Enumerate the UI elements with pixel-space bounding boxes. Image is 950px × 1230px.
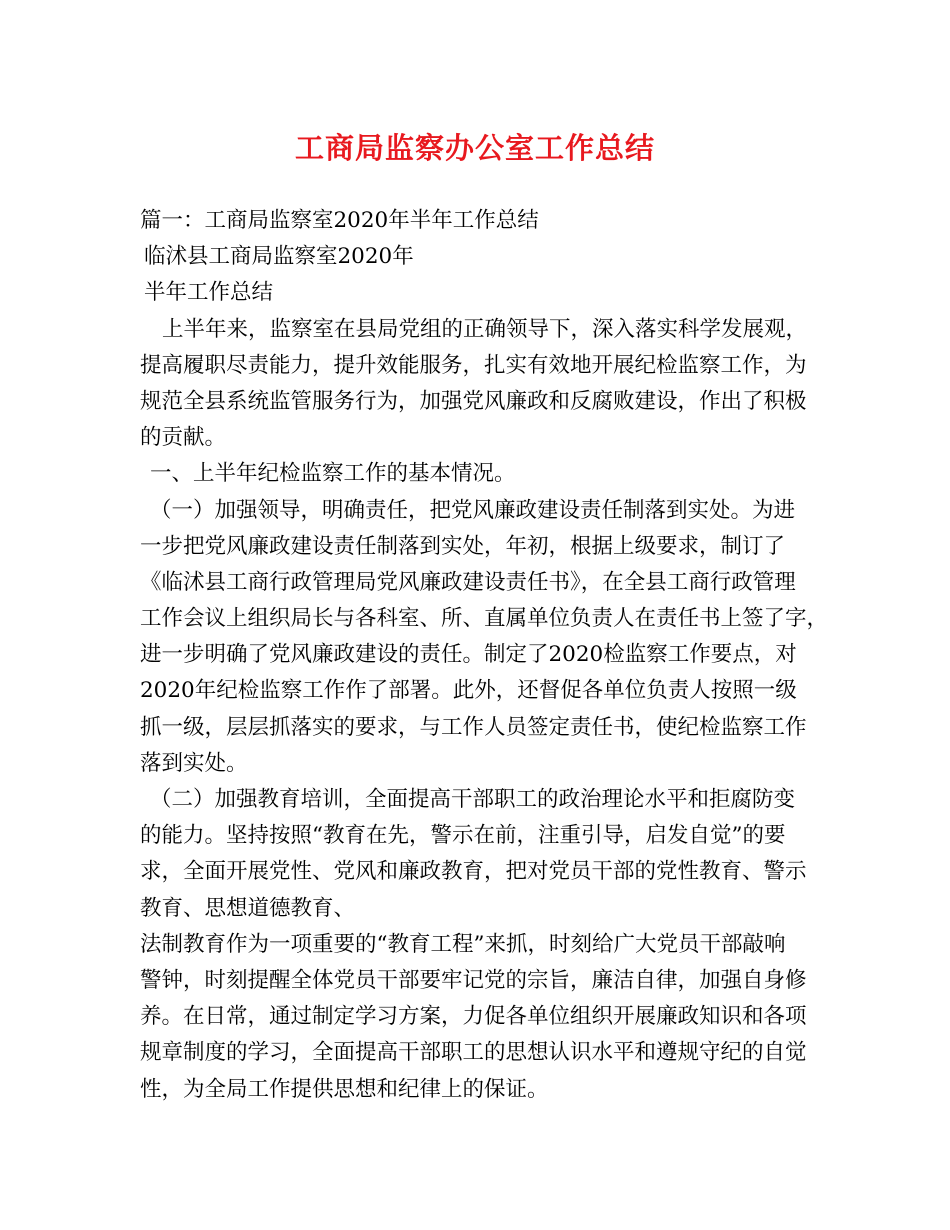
org-name-line: 临沭县工商局监察室2020年: [144, 244, 414, 270]
paragraph-line: 求，全面开展党性、党风和廉政教育，把对党员干部的党性教育、警示: [140, 859, 807, 885]
paragraph-line: 提高履职尽责能力，提升效能服务，扎实有效地开展纪检监察工作，为: [140, 352, 807, 378]
paragraph-line: 养。在日常，通过制定学习方案，力促各单位组织开展廉政知识和各项: [140, 1004, 807, 1030]
paragraph-line: （一）加强领导，明确责任，把党风廉政建设责任制落到实处。为进: [150, 497, 796, 523]
paragraph-line: 落到实处。: [140, 750, 248, 776]
paragraph-line: 2020年纪检监察工作作了部署。此外，还督促各单位负责人按照一级: [140, 678, 797, 704]
paragraph-line: 抓一级，层层抓落实的要求，与工作人员签定责任书，使纪检监察工作: [140, 714, 807, 740]
paragraph-line: 规章制度的学习，全面提高干部职工的思想认识水平和遵规守纪的自觉: [140, 1040, 807, 1066]
paragraph-line: 上半年来，监察室在县局党组的正确领导下，深入落实科学发展观，: [162, 316, 808, 342]
paragraph-line: 工作会议上组织局长与各科室、所、直属单位负责人在责任书上签了字，: [140, 606, 829, 632]
paragraph-line: 的能力。坚持按照“教育在先，警示在前，注重引导，启发自觉”的要: [140, 823, 786, 849]
paragraph-line: 一步把党风廉政建设责任制落到实处，年初，根据上级要求，制订了: [140, 533, 786, 559]
paragraph-line: 《临沭县工商行政管理局党风廉政建设责任书》，在全县工商行政管理: [140, 569, 796, 595]
paragraph-line: 性，为全局工作提供思想和纪律上的保证。: [140, 1076, 549, 1102]
document-title: 工商局监察办公室工作总结: [294, 131, 655, 165]
paragraph-line: 教育、思想道德教育、: [140, 895, 356, 921]
paragraph-line: （二）加强教育培训，全面提高干部职工的政治理论水平和拒腐防变: [150, 787, 796, 812]
paragraph-line: 规范全县系统监管服务行为，加强党风廉政和反腐败建设，作出了积极: [140, 388, 807, 414]
section-heading: 篇一：工商局监察室2020年半年工作总结: [140, 208, 539, 233]
section-heading: 一、上半年纪检监察工作的基本情况。: [150, 461, 516, 487]
paragraph-line: 警钟，时刻提醒全体党员干部要牢记党的宗旨，廉洁自律，加强自身修: [140, 967, 807, 993]
report-subtitle-line: 半年工作总结: [144, 280, 274, 306]
paragraph-line: 进一步明确了党风廉政建设的责任。制定了2020检监察工作要点，对: [140, 642, 797, 668]
document-body: [140, 203, 830, 1108]
paragraph-line: 法制教育作为一项重要的“教育工程”来抓，时刻给广大党员干部敲响: [140, 931, 786, 957]
paragraph-line: 的贡献。: [140, 425, 227, 451]
